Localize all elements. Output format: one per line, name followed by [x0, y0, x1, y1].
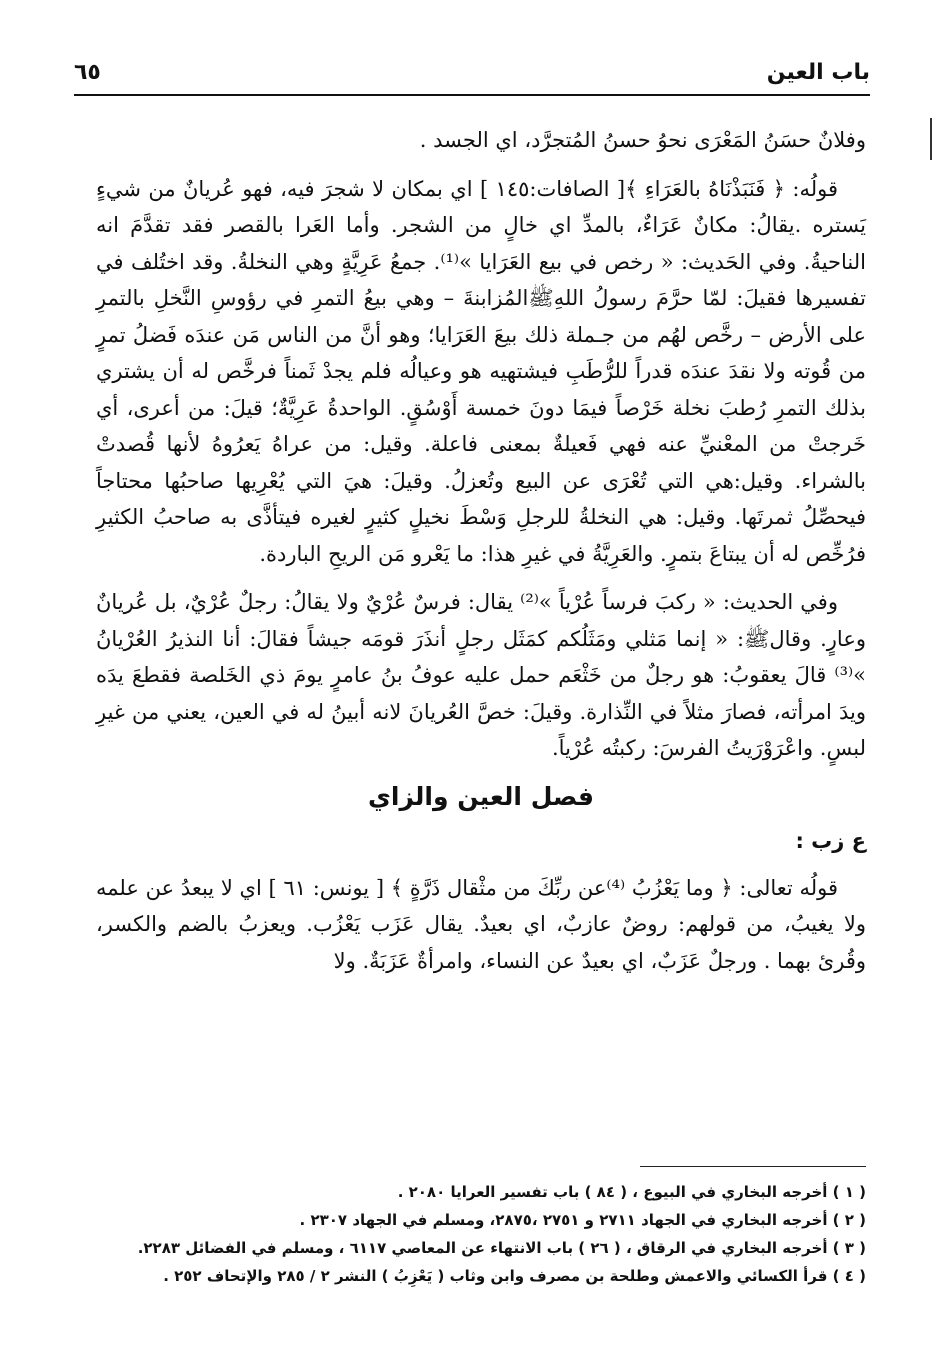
footnote: ( ٢ ) أخرجه البخاري في الجهاد ٢٧١١ و ٢٧٥١ ،٢٨٧٥، ومسلم في الجهاد ٢٣٠٧ .: [299, 1211, 866, 1229]
body-paragraph: وفي الحديث: « ركبَ فرساً عُرْياً »⁽²⁾ يقال: فرسٌ عُرْيٌ ولا يقالُ: رجلٌ عُرْيٌ، بل عُريانٌ وعارٍ. وقالﷺ: « إنما مَثلي ومَثَلُكم كمَثَل رجلٍ أنذَرَ قومَه جيشاً فقالَ: أنا النذيرُ العُرْيانُ »⁽³⁾ قالَ يعقوبُ: هو رجلٌ من خَثْعَم حمل عليه عوفُ بنُ عامرٍ يومَ ذي الخَلصة فقطعَ يدَه ويدَ امرأته، فصارَ مثلاً في النِّذارة. وقيلَ: خصَّ العُريانَ لانه أبينُ له في العين، يعني من غيرِ لبسٍ. واعْرَوْرَيتُ الفرسَ: ركبتُه عُرْياً.: [96, 590, 866, 760]
body-paragraph: قولُه تعالى: ﴿ وما يَعْزُبُ ⁽⁴⁾عن ربِّكَ من مثْقال ذَرَّةٍ ﴾ [ يونس: ٦١ ] اي لا يبعدُ عن علمه ولا يغيبُ، من قولهم: روضٌ عازبٌ، اي بعيدٌ. يقال عَزَب يَعْزُب. ويعزبُ بالضم والكسر، وقُرئ بهما . ورجلٌ عَزَبٌ، اي بعيدٌ عن النساء، وامرأةٌ عَزَبَةٌ. ولا: [96, 875, 866, 973]
footnote-divider: [640, 1166, 866, 1167]
footnote: ( ١ ) أخرجه البخاري في البيوع ، ( ٨٤ ) باب تفسير العرايا ٢٠٨٠ .: [397, 1183, 866, 1201]
page-number: ٦٥: [74, 60, 101, 85]
page-body: [96, 122, 866, 991]
footnote: ( ٤ ) قرأ الكسائي والاعمش وطلحة بن مصرف وابن وثاب ( يَعْزِبُ ) النشر ٢ / ٢٨٥ والإتحاف ٢٥٢ .: [163, 1267, 866, 1285]
footnotes: [120, 1178, 866, 1290]
footnote: ( ٣ ) أخرجه البخاري في الرقاق ، ( ٢٦ ) باب الانتهاء عن المعاصي ٦١١٧ ، ومسلم في الفضائل ٢٢٨٣.: [137, 1239, 866, 1257]
margin-mark: [930, 118, 932, 160]
body-paragraph: قولُه: ﴿ فَنَبَذْنَاهُ بالعَرَاءِ ﴾[ الصافات:١٤٥ ] اي بمكان لا شجرَ فيه، فهو عُريانٌ من شيءٍ يَستره .يقالُ: مكانٌ عَرَاءٌ، بالمدِّ اي خالٍ من الشجر. وأما العَرا بالقصر فقد تقدَّمَ انه الناحيةُ. وفي الحَديث: « رخص في بيع العَرَايا »⁽¹⁾. جمعُ عَرِيَّةٍ وهي النخلةُ. وقد اختُلف في تفسيرها فقيلَ: لمّا حرَّمَ رسولُ اللهِﷺالمُزابنةَ – وهي بيعُ التمرِ في رؤوسِ النَّخلِ بالتمرِ على الأرض – رخَّص لهُم من جـملة ذلك بيعَ العَرَايا؛ وهو أنَّ من الناس مَن عندَه فَضلُ تمرٍ من قُوته ولا نقدَ عندَه قدراً للرُّطَبِ فيشتهيه هو وعيالُه فلم يجدْ ثَمناً فرخَّص له أن يشتري بذلك التمرِ رُطبَ نخلة خَرْصاً فيمَا دونَ خمسة أَوْسُقٍ. الواحدةُ عَرِيَّةٌ؛ قيلَ: من أعرى، أي خَرجتْ من المعْنيِّ عنه فهي فَعيلةٌ بمعنى فاعلة. وقيل: من عراهُ يَعرُوهُ لأنها قُصدتْ بالشراء. وقيل:هي التي تُعْرَى عن البيع وتُعزلُ. وقيلَ: هيَ التي يُعْرِيها صاحبُها محتاجاً فيحصِّلُ ثمرتَها. وقيل: هي النخلةُ للرجلِ وَسْطَ نخيلٍ كثيرٍ لغيره فيتأذَّى به صاحبُ الكثيرِ فرُخِّص له أن يبتاعَ بتمرٍ. والعَرِيَّةُ في غيرِ هذا: ما يَعْرو مَن الريحِ الباردة.: [96, 176, 866, 566]
header-divider: [74, 94, 870, 96]
body-paragraph: وفلانٌ حسَنُ المَعْرَى نحوُ حسنُ المُتجرَّد، اي الجسد .: [419, 128, 866, 152]
section-heading: فصل العين والزاي: [367, 781, 595, 811]
chapter-title: باب العين: [766, 60, 870, 85]
page-header: [74, 58, 870, 92]
entry-root: ع زب :: [795, 829, 866, 853]
